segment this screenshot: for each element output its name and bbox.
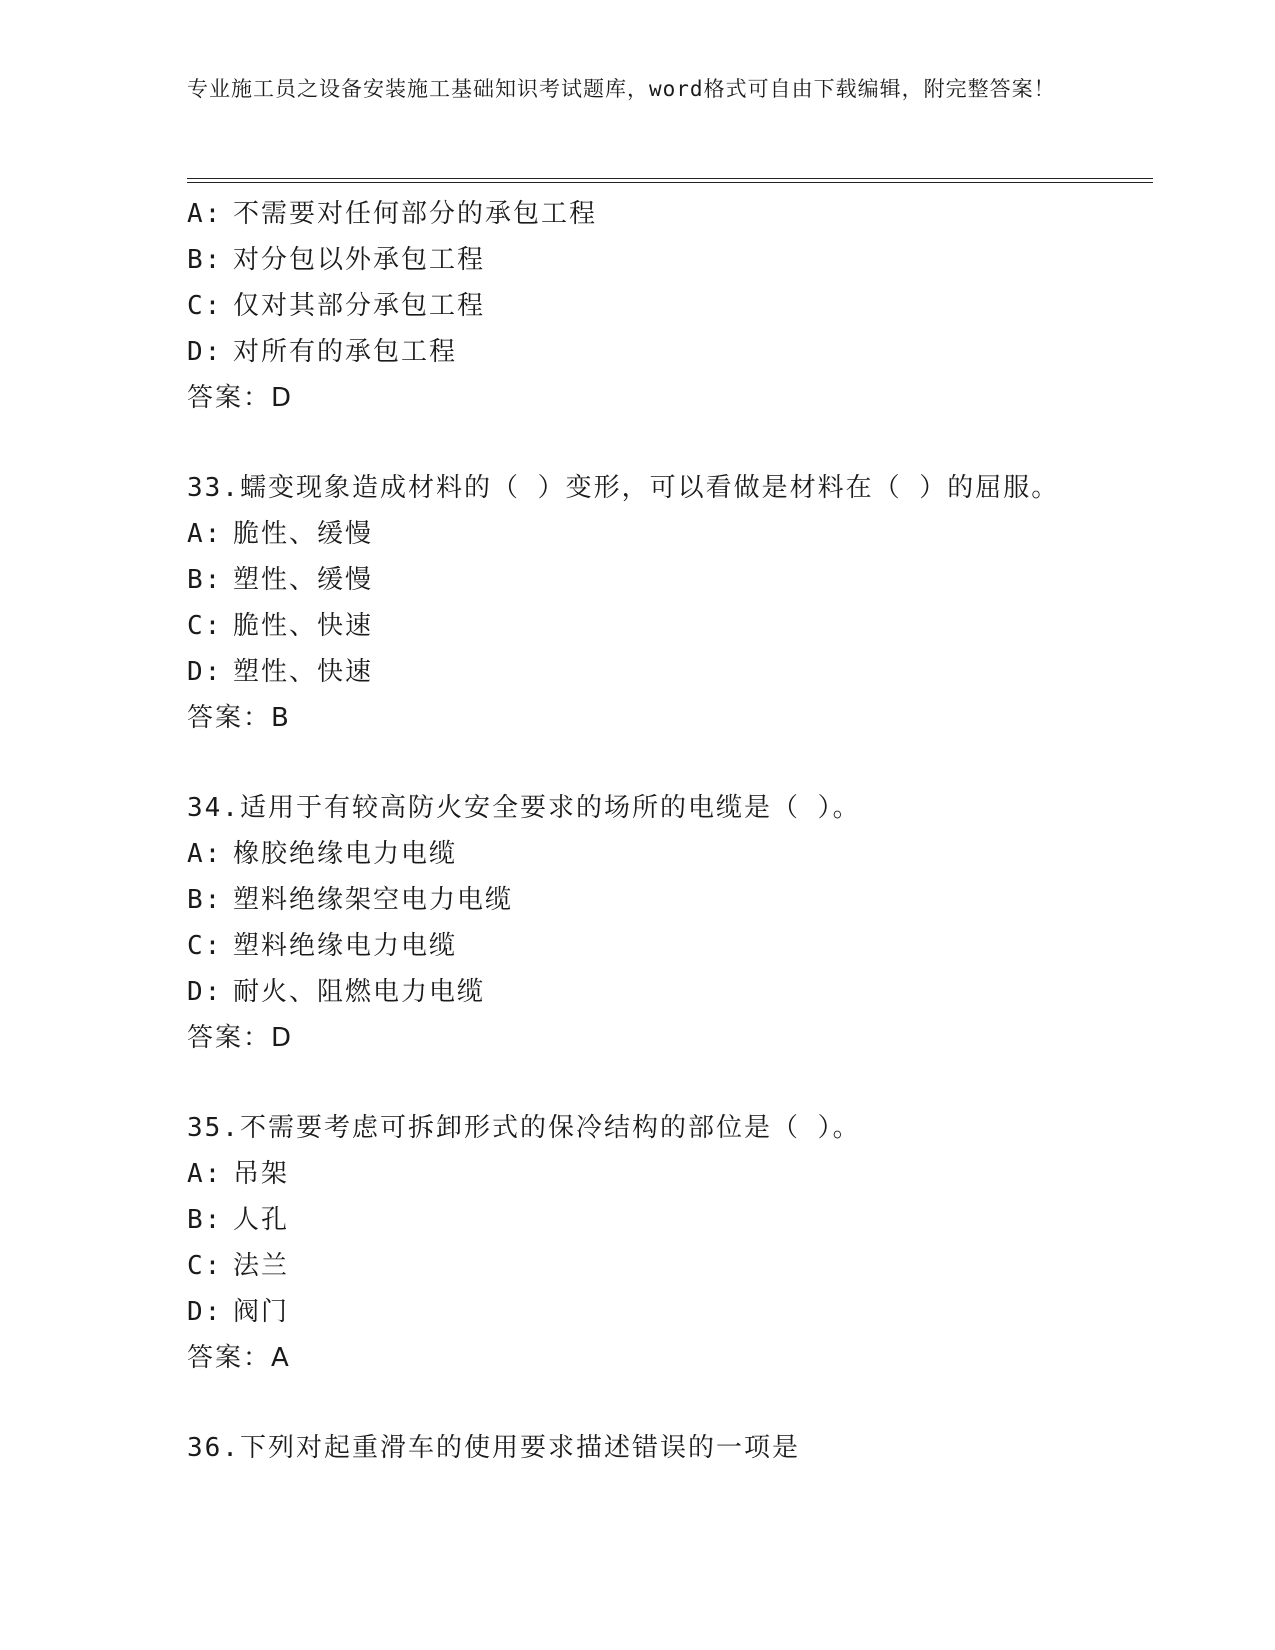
- option-text: 法兰: [233, 1251, 290, 1281]
- option-d: [187, 969, 1147, 1015]
- option-c: [187, 283, 1147, 329]
- question-text: 34.适用于有较高防火安全要求的场所的电缆是（ ）。: [187, 793, 861, 823]
- option-b: [187, 557, 1147, 603]
- option-letter: C:: [187, 931, 223, 961]
- option-text: 仅对其部分承包工程: [233, 291, 486, 321]
- option-d: [187, 329, 1147, 375]
- option-letter: B:: [187, 1205, 223, 1235]
- answer-line: 答案：B: [187, 703, 291, 733]
- option-letter: D:: [187, 1297, 223, 1327]
- option-letter: B:: [187, 245, 223, 275]
- question-list: [187, 191, 1147, 1471]
- option-c: [187, 1243, 1147, 1289]
- question-text: 36.下列对起重滑车的使用要求描述错误的一项是: [187, 1433, 800, 1463]
- option-letter: A:: [187, 839, 223, 869]
- option-text: 对分包以外承包工程: [233, 245, 486, 275]
- option-text: 对所有的承包工程: [233, 337, 458, 367]
- option-d: [187, 1289, 1147, 1335]
- option-text: 阀门: [233, 1297, 290, 1327]
- question-block: [187, 465, 1147, 741]
- option-text: 人孔: [233, 1205, 290, 1235]
- option-letter: D:: [187, 977, 223, 1007]
- option-letter: A:: [187, 199, 223, 229]
- question-text: 35.不需要考虑可拆卸形式的保冷结构的部位是（ ）。: [187, 1113, 861, 1143]
- document-header: 专业施工员之设备安装施工基础知识考试题库，word格式可自由下载编辑，附完整答案！: [187, 77, 1056, 101]
- option-b: [187, 1197, 1147, 1243]
- option-letter: C:: [187, 611, 223, 641]
- answer-line: 答案：D: [187, 1023, 294, 1053]
- question-block: [187, 1105, 1147, 1381]
- option-text: 脆性、快速: [233, 611, 374, 641]
- option-a: [187, 1151, 1147, 1197]
- header-divider-top: [187, 178, 1153, 179]
- option-letter: B:: [187, 565, 223, 595]
- option-b: [187, 877, 1147, 923]
- option-letter: A:: [187, 519, 223, 549]
- option-text: 塑料绝缘架空电力电缆: [233, 885, 514, 915]
- option-a: [187, 511, 1147, 557]
- option-letter: B:: [187, 885, 223, 915]
- option-letter: D:: [187, 657, 223, 687]
- option-c: [187, 603, 1147, 649]
- question-block: [187, 785, 1147, 1061]
- option-text: 塑料绝缘电力电缆: [233, 931, 458, 961]
- option-b: [187, 237, 1147, 283]
- question-text: 33.蠕变现象造成材料的（ ）变形，可以看做是材料在（ ）的屈服。: [187, 473, 1060, 503]
- answer-line: 答案：D: [187, 383, 294, 413]
- option-letter: C:: [187, 291, 223, 321]
- option-text: 塑性、缓慢: [233, 565, 374, 595]
- option-c: [187, 923, 1147, 969]
- option-a: [187, 831, 1147, 877]
- option-text: 塑性、快速: [233, 657, 374, 687]
- option-text: 橡胶绝缘电力电缆: [233, 839, 458, 869]
- answer-line: 答案：A: [187, 1343, 291, 1373]
- option-d: [187, 649, 1147, 695]
- option-text: 不需要对任何部分的承包工程: [233, 199, 598, 229]
- question-block: [187, 1425, 1147, 1471]
- question-block: [187, 191, 1147, 421]
- option-text: 耐火、阻燃电力电缆: [233, 977, 486, 1007]
- header-divider-bottom: [187, 182, 1153, 183]
- option-text: 吊架: [233, 1159, 290, 1189]
- option-letter: C:: [187, 1251, 223, 1281]
- option-letter: D:: [187, 337, 223, 367]
- option-a: [187, 191, 1147, 237]
- option-text: 脆性、缓慢: [233, 519, 374, 549]
- option-letter: A:: [187, 1159, 223, 1189]
